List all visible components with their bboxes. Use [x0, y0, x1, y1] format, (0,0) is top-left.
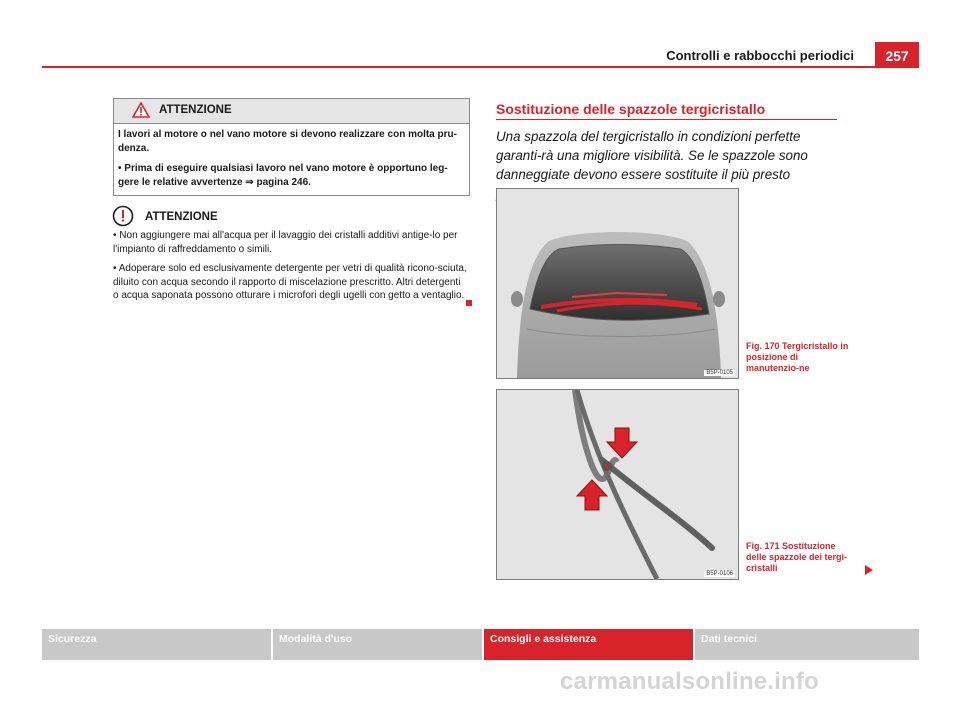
warning-box-body — [118, 128, 463, 196]
footer-tab-dati-tecnici[interactable]: Dati tecnici — [695, 629, 919, 660]
figure-caption: Fig. 171 Sostituzione delle spazzole dei tergi-cristalli — [746, 541, 848, 573]
figure-code: B5P-0106 — [706, 571, 733, 577]
footer-tab-modalita-uso[interactable]: Modalità d'uso — [273, 629, 482, 660]
page-number: 257 — [875, 42, 919, 68]
caution-paragraph: • Adoperare solo ed esclusivamente detergente per vetri di qualità ricono-sciuta, diluito con acqua secondo il rapporto di miscelazione prescritto. Altri detergenti o acqua saponata possono otturare i microfori degli ugelli con getto a ventaglio. — [113, 263, 467, 302]
footer-tab-consigli-assistenza[interactable]: Consigli e assistenza — [484, 629, 693, 660]
caution-circle-icon — [112, 205, 134, 227]
running-header-title: Controlli e rabbocchi periodici — [666, 48, 854, 63]
section-end-marker — [466, 300, 472, 306]
caution-title: ATTENZIONE — [145, 211, 218, 223]
figure-caption: Fig. 170 Tergicristallo in posizione di manutenzio-ne — [746, 341, 849, 373]
warning-box — [113, 98, 470, 196]
caution-paragraph: • Non aggiungere mai all'acqua per il lavaggio dei cristalli additivi antige-lo per l'impianto di raffreddamento o simili. — [113, 230, 458, 255]
section-title-rule — [496, 119, 837, 120]
figure-wiper-service-position — [496, 188, 739, 379]
car-windshield-illustration — [497, 189, 738, 378]
watermark: carmanualsonline.info — [560, 668, 819, 695]
caution-body — [113, 229, 468, 309]
figure-code: B5P-0105 — [706, 370, 733, 376]
figure-wiper-blade-replacement — [496, 389, 739, 580]
warning-box-header — [114, 99, 469, 124]
header-rule — [42, 66, 919, 68]
section-title: Sostituzione delle spazzole tergicristallo — [496, 101, 766, 117]
warning-paragraph: • Prima di eseguire qualsiasi lavoro nel vano motore è opportuno leg-gere le relative avvertenze ⇒ pagina 246. — [118, 163, 448, 188]
warning-paragraph: I lavori al motore o nel vano motore si devono realizzare con molta pru-denza. — [118, 129, 457, 154]
section-intro: Una spazzola del tergicristallo in condizioni perfette garanti-rà una migliore visibilità. Se le spazzole sono danneggiate devono essere sostituite il più presto — [496, 129, 808, 182]
warning-box-title: ATTENZIONE — [159, 104, 232, 116]
footer-tab-sicurezza[interactable]: Sicurezza — [42, 629, 271, 660]
continue-arrow-icon — [865, 565, 873, 575]
warning-triangle-icon — [132, 102, 150, 118]
wiper-blade-illustration — [497, 390, 738, 579]
